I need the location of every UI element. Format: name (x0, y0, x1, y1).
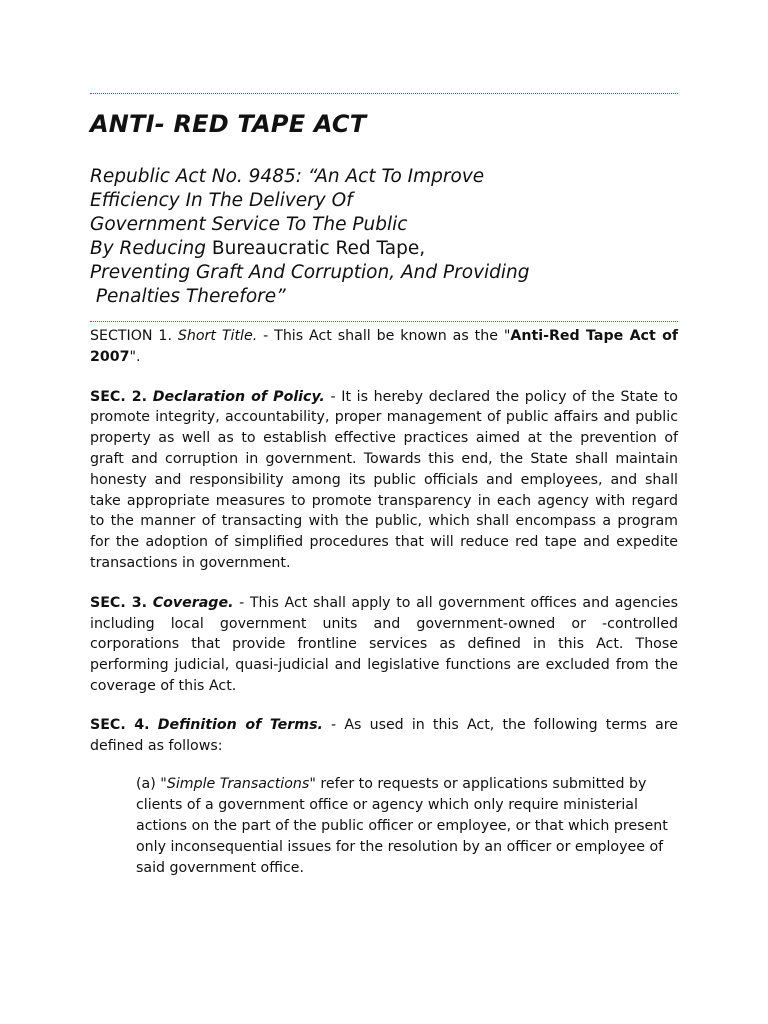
subtitle-fragment-upright: Bureaucratic Red Tape, (211, 238, 426, 259)
act-short-title: Anti-Red Tape Act of 2007 (90, 328, 679, 365)
section-text-end: ". (129, 348, 141, 365)
definition-term: Simple Transactions (166, 776, 310, 793)
section-heading: Declaration of Policy. (152, 388, 325, 405)
definition-text: " refer to requests or applications submitted by clients of a government office or agency which only require ministerial actions on the part of the public officer or employee, or that which present only inconsequential issues for the resolution by an officer or employee of said government office. (136, 776, 668, 876)
document-page (90, 0, 678, 878)
section-2 (90, 387, 678, 574)
subtitle-line: Government Service To The Public (90, 214, 408, 235)
subtitle-line (90, 237, 678, 261)
subtitle-line: Efficiency In The Delivery Of (90, 190, 353, 211)
section-label: SEC. 2. (90, 388, 148, 405)
section-text: - It is hereby declared the policy of the State to promote integrity, accountability, proper management of public affairs and public property as well as to establish effective practices aimed at the prevention of graft and corruption in government. Towards this end, the State shall maintain honesty and responsibility among its public officials and employees, and shall take appropriate measures to promote transparency in each agency with regard to the manner of transacting with the public, which shall encompass a program for the adoption of simplified procedures that will reduce red tape and expedite transactions in government. (90, 388, 678, 571)
section-4 (90, 715, 678, 757)
section-label: SECTION 1. (90, 328, 172, 344)
top-divider (90, 93, 678, 94)
definition-prefix: (a) " (136, 776, 167, 793)
section-3 (90, 593, 678, 697)
section-label: SEC. 4. (90, 716, 150, 733)
section-heading: Coverage. (152, 594, 234, 611)
section-1 (90, 326, 678, 368)
middle-divider (90, 321, 678, 322)
subtitle-line: Republic Act No. 9485: “An Act To Improve (90, 166, 485, 187)
section-text: - As used in this Act, the following terms are defined as follows: (90, 716, 678, 754)
section-heading: Definition of Terms. (157, 716, 323, 733)
section-label: SEC. 3. (90, 594, 148, 611)
subtitle-fragment: By Reducing (90, 238, 207, 259)
section-text: - This Act shall apply to all government offices and agencies including local government units and government-owned or -controlled corporations that provide frontline services as defined in this Act. Those performing judicial, quasi-judicial and legislative functions are excluded from the coverage of this Act. (90, 594, 678, 694)
document-subtitle (90, 165, 678, 309)
section-heading: Short Title. (177, 328, 258, 344)
document-title: ANTI- RED TAPE ACT (90, 110, 367, 138)
subtitle-line: Penalties Therefore” (90, 286, 286, 307)
definition-a (136, 774, 678, 878)
section-text: - This Act shall be known as the " (257, 328, 511, 344)
subtitle-line: Preventing Graft And Corruption, And Providing (90, 262, 530, 283)
